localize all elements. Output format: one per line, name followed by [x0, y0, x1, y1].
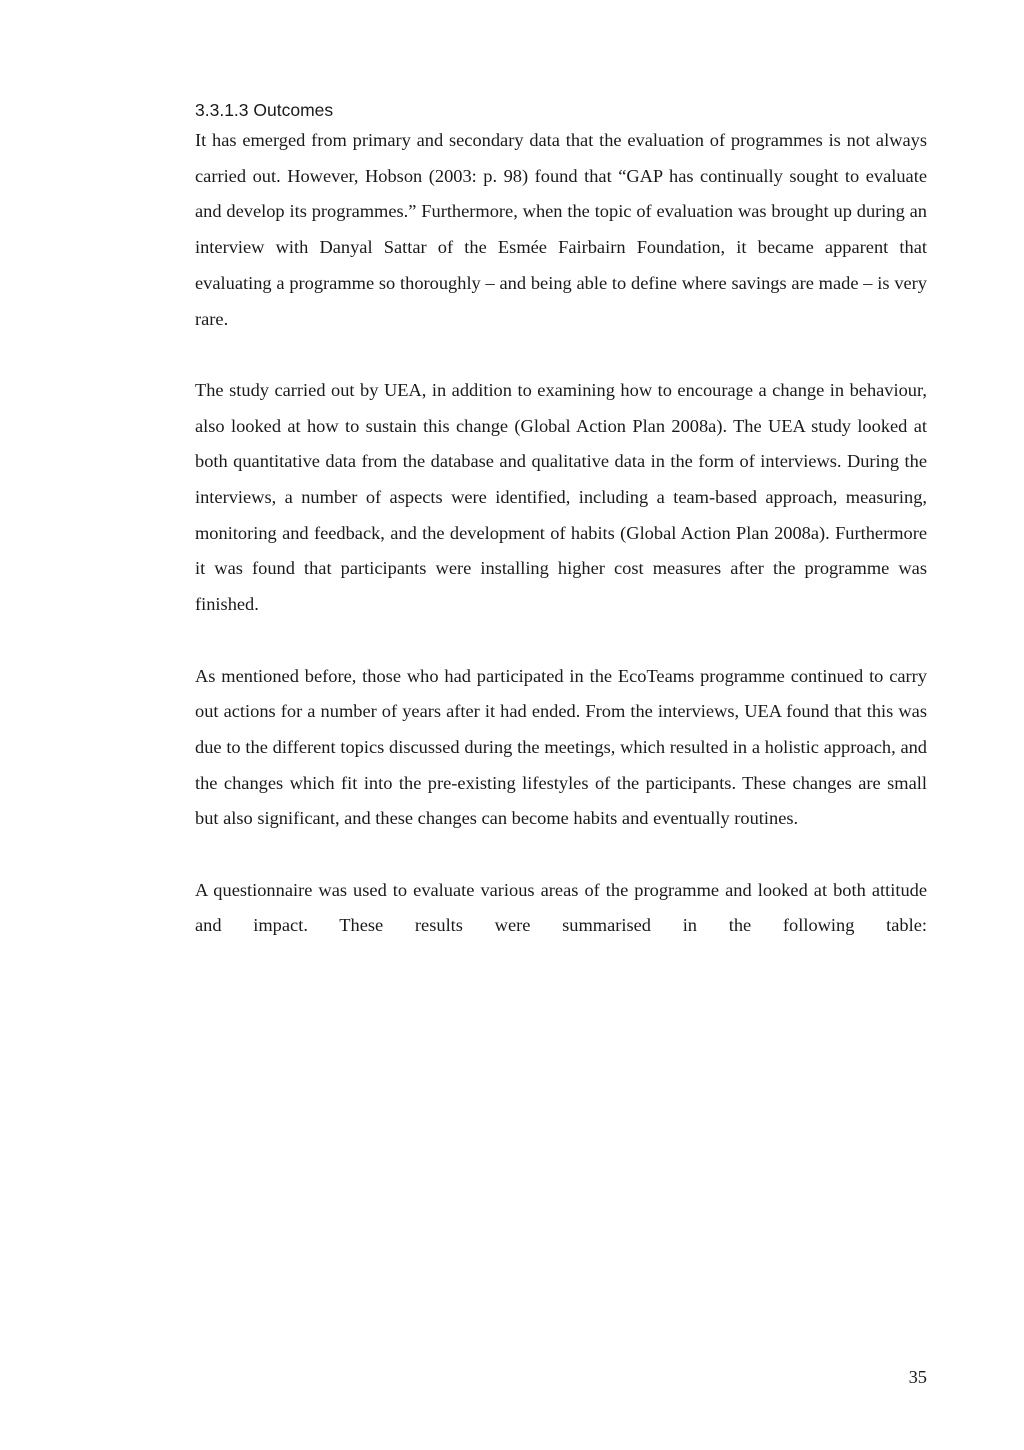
page-number: 35 [908, 1367, 927, 1387]
paragraph-uea-study: The study carried out by UEA, in addition to examining how to encourage a change in behaviour, also looked at how to sustain this change (Global Action Plan 2008a). The UEA study looked at both quantitative data from the database and qualitative data in the form of interviews. During the interviews, a number of aspects were identified, including a team-based approach, measuring, monitoring and feedback, and the development of habits (Global Action Plan 2008a). Furthermore it was found that participants were installing higher cost measures after the programme was finished. [195, 379, 927, 615]
paragraph-ecoteams: As mentioned before, those who had participated in the EcoTeams programme continued to carry out actions for a number of years after it had ended. From the interviews, UEA found that this was due to the different topics discussed during the meetings, which resulted in a holistic approach, and the changes which fit into the pre-existing lifestyles of the participants. These changes are small but also significant, and these changes can become habits and eventually routines. [195, 665, 927, 829]
paragraph-questionnaire: A questionnaire was used to evaluate various areas of the programme and looked at both attitude and impact. These results were summarised in the following table: [195, 879, 927, 936]
page-body [195, 98, 927, 944]
section-heading: 3.3.1.3 Outcomes [195, 100, 334, 120]
paragraph-evaluation: It has emerged from primary and secondary data that the evaluation of programmes is not always carried out. However, Hobson (2003: p. 98) found that “GAP has continually sought to evaluate and develop its programmes.” Furthermore, when the topic of evaluation was brought up during an interview with Danyal Sattar of the Esmée Fairbairn Foundation, it became apparent that evaluating a programme so thoroughly – and being able to define where savings are made – is very rare. [195, 130, 927, 329]
